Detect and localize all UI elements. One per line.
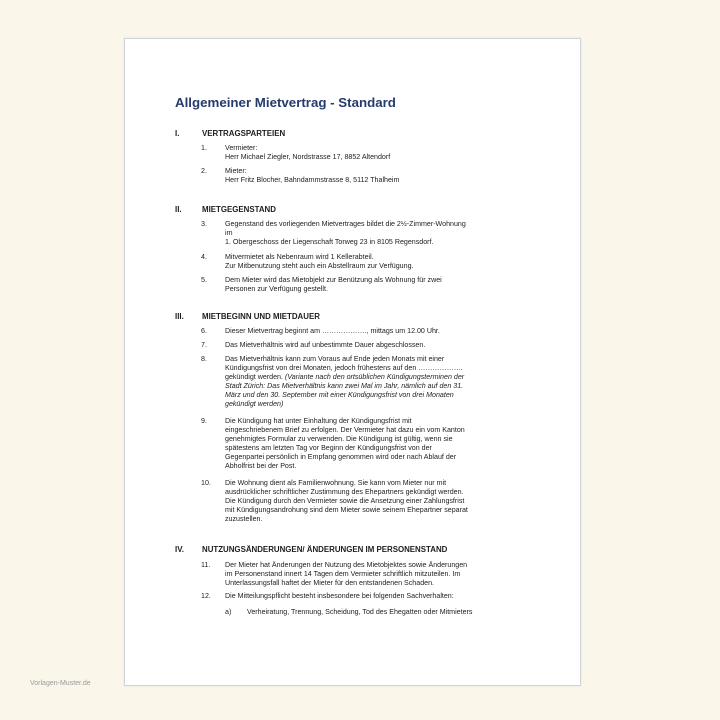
clause-line: Die Kündigung durch den Vermieter sowie die Ansetzung einer Zahlungsfrist (225, 497, 465, 506)
clause-number: 12. (201, 592, 211, 600)
section-title: NUTZUNGSÄNDERUNGEN/ ÄNDERUNGEN IM PERSONENSTAND (202, 545, 448, 554)
section-heading-2 (175, 205, 276, 214)
clause-number: 3. (201, 220, 207, 228)
clause-number: 7. (201, 341, 207, 349)
clause-number: 5. (201, 276, 207, 284)
clause-line: Mieter: (225, 167, 247, 175)
clause-line: eingeschriebenem Brief zu erfolgen. Der Vermieter hat dazu ein vom Kanton (225, 426, 465, 435)
clause-italic-line: Stadt Zürich: Das Mietverhältnis kann zwei Mal im Jahr, nämlich auf den 31. (225, 382, 464, 391)
clause-number: 4. (201, 253, 207, 261)
clause-line: ausdrücklicher schriftlicher Zustimmung des Ehepartners gekündigt werden. (225, 488, 464, 497)
section-number: II. (175, 205, 182, 214)
clause-line: Herr Fritz Blocher, Bahndammstrasse 8, 5112 Thalheim (225, 176, 400, 185)
clause-line: Gegenstand des vorliegenden Mietvertrages bildet die 2½-Zimmer-Wohnung (225, 220, 466, 228)
section-number: IV. (175, 545, 184, 554)
clause-line: spätestens am letzten Tag vor Beginn der Kündigungsfrist von der (225, 444, 432, 453)
clause-number: 6. (201, 327, 207, 335)
sub-clause-label: a) (225, 608, 232, 616)
section-heading-1 (175, 129, 285, 138)
clause-line: Vermieter: (225, 144, 258, 152)
clause-line: Herr Michael Ziegler, Nordstrasse 17, 8852 Altendorf (225, 153, 391, 162)
section-title: MIETGEGENSTAND (202, 205, 276, 214)
section-title: VERTRAGSPARTEIEN (202, 129, 286, 138)
clause-line: Die Kündigung hat unter Einhaltung der Kündigungsfrist mit (225, 417, 412, 425)
clause-line: im (225, 229, 233, 238)
clause-line: Dem Mieter wird das Mietobjekt zur Benützung als Wohnung für zwei (225, 276, 442, 284)
clause-line: 1. Obergeschoss der Liegenschaft Torweg 23 in 8105 Regensdorf. (225, 238, 434, 247)
clause-line: Dieser Mietvertrag beginnt am ………………., mittags um 12.00 Uhr. (225, 327, 440, 335)
clause-italic-line: März und den 30. September mit einer Kündigungsfrist von drei Monaten (225, 391, 454, 400)
clause-line: Die Wohnung dient als Familienwohnung. Sie kann vom Mieter nur mit (225, 479, 447, 487)
clause-line: Abholfrist bei der Post. (225, 462, 297, 471)
clause-number: 8. (201, 355, 207, 363)
section-number: III. (175, 312, 184, 321)
clause-line: Die Mitteilungspflicht besteht insbesondere bei folgenden Sachverhalten: (225, 592, 454, 600)
section-number: I. (175, 129, 180, 138)
document-title: Allgemeiner Mietvertrag - Standard (175, 95, 396, 110)
clause-number: 1. (201, 144, 207, 152)
section-heading-3 (175, 312, 320, 321)
clause-number: 2. (201, 167, 207, 175)
clause-line: Kündigungsfrist von drei Monaten, jedoch frühestens auf den ………………. (225, 364, 463, 373)
clause-line: Unterlassungsfall haftet der Mieter für den entstandenen Schaden. (225, 579, 435, 588)
clause-line: Das Mietverhältnis kann zum Voraus auf Ende jeden Monats mit einer (225, 355, 445, 363)
clause-line: Personen zur Verfügung gestellt. (225, 285, 328, 294)
clause-line: Mitvermietet als Nebenraum wird 1 Kellerabteil. (225, 253, 374, 261)
clause-italic-line: gekündigt werden) (225, 400, 284, 409)
sub-clause-a (225, 608, 472, 617)
clause-number: 9. (201, 417, 207, 425)
clause-number: 11. (201, 561, 211, 569)
clause-line: Zur Mitbenutzung steht auch ein Abstellraum zur Verfügung. (225, 262, 414, 271)
clause-line: genehmigtes Formular zu verwenden. Die Kündigung ist gültig, wenn sie (225, 435, 453, 444)
section-heading-4 (175, 545, 447, 554)
clause-line: im Personenstand innert 14 Tagen dem Vermieter schriftlich mitzuteilen. Im (225, 570, 461, 579)
clause-line: Gegenpartei persönlich in Empfang genommen wird oder nach Ablauf der (225, 453, 457, 462)
clause-number: 10. (201, 479, 211, 487)
clause-line: Das Mietverhältnis wird auf unbestimmte Dauer abgeschlossen. (225, 341, 426, 349)
document-page (124, 38, 581, 686)
clause-italic-text: (Variante nach den ortsüblichen Kündigungsterminen der (282, 373, 465, 382)
clause-line: gekündigt werden. (225, 373, 283, 382)
clause-line: Der Mieter hat Änderungen der Nutzung des Mietobjektes sowie Änderungen (225, 561, 468, 569)
clause-line: mit Kündigungsandrohung sind dem Mieter sowie seinem Ehepartner separat (225, 506, 468, 515)
sub-clause-text: Verheiratung, Trennung, Scheidung, Tod des Ehegatten oder Mitmieters (247, 608, 473, 616)
clause-line: zuzustellen. (225, 515, 263, 524)
watermark-text: Vorlagen-Muster.de (30, 680, 91, 687)
section-title: MIETBEGINN UND MIETDAUER (202, 312, 320, 321)
